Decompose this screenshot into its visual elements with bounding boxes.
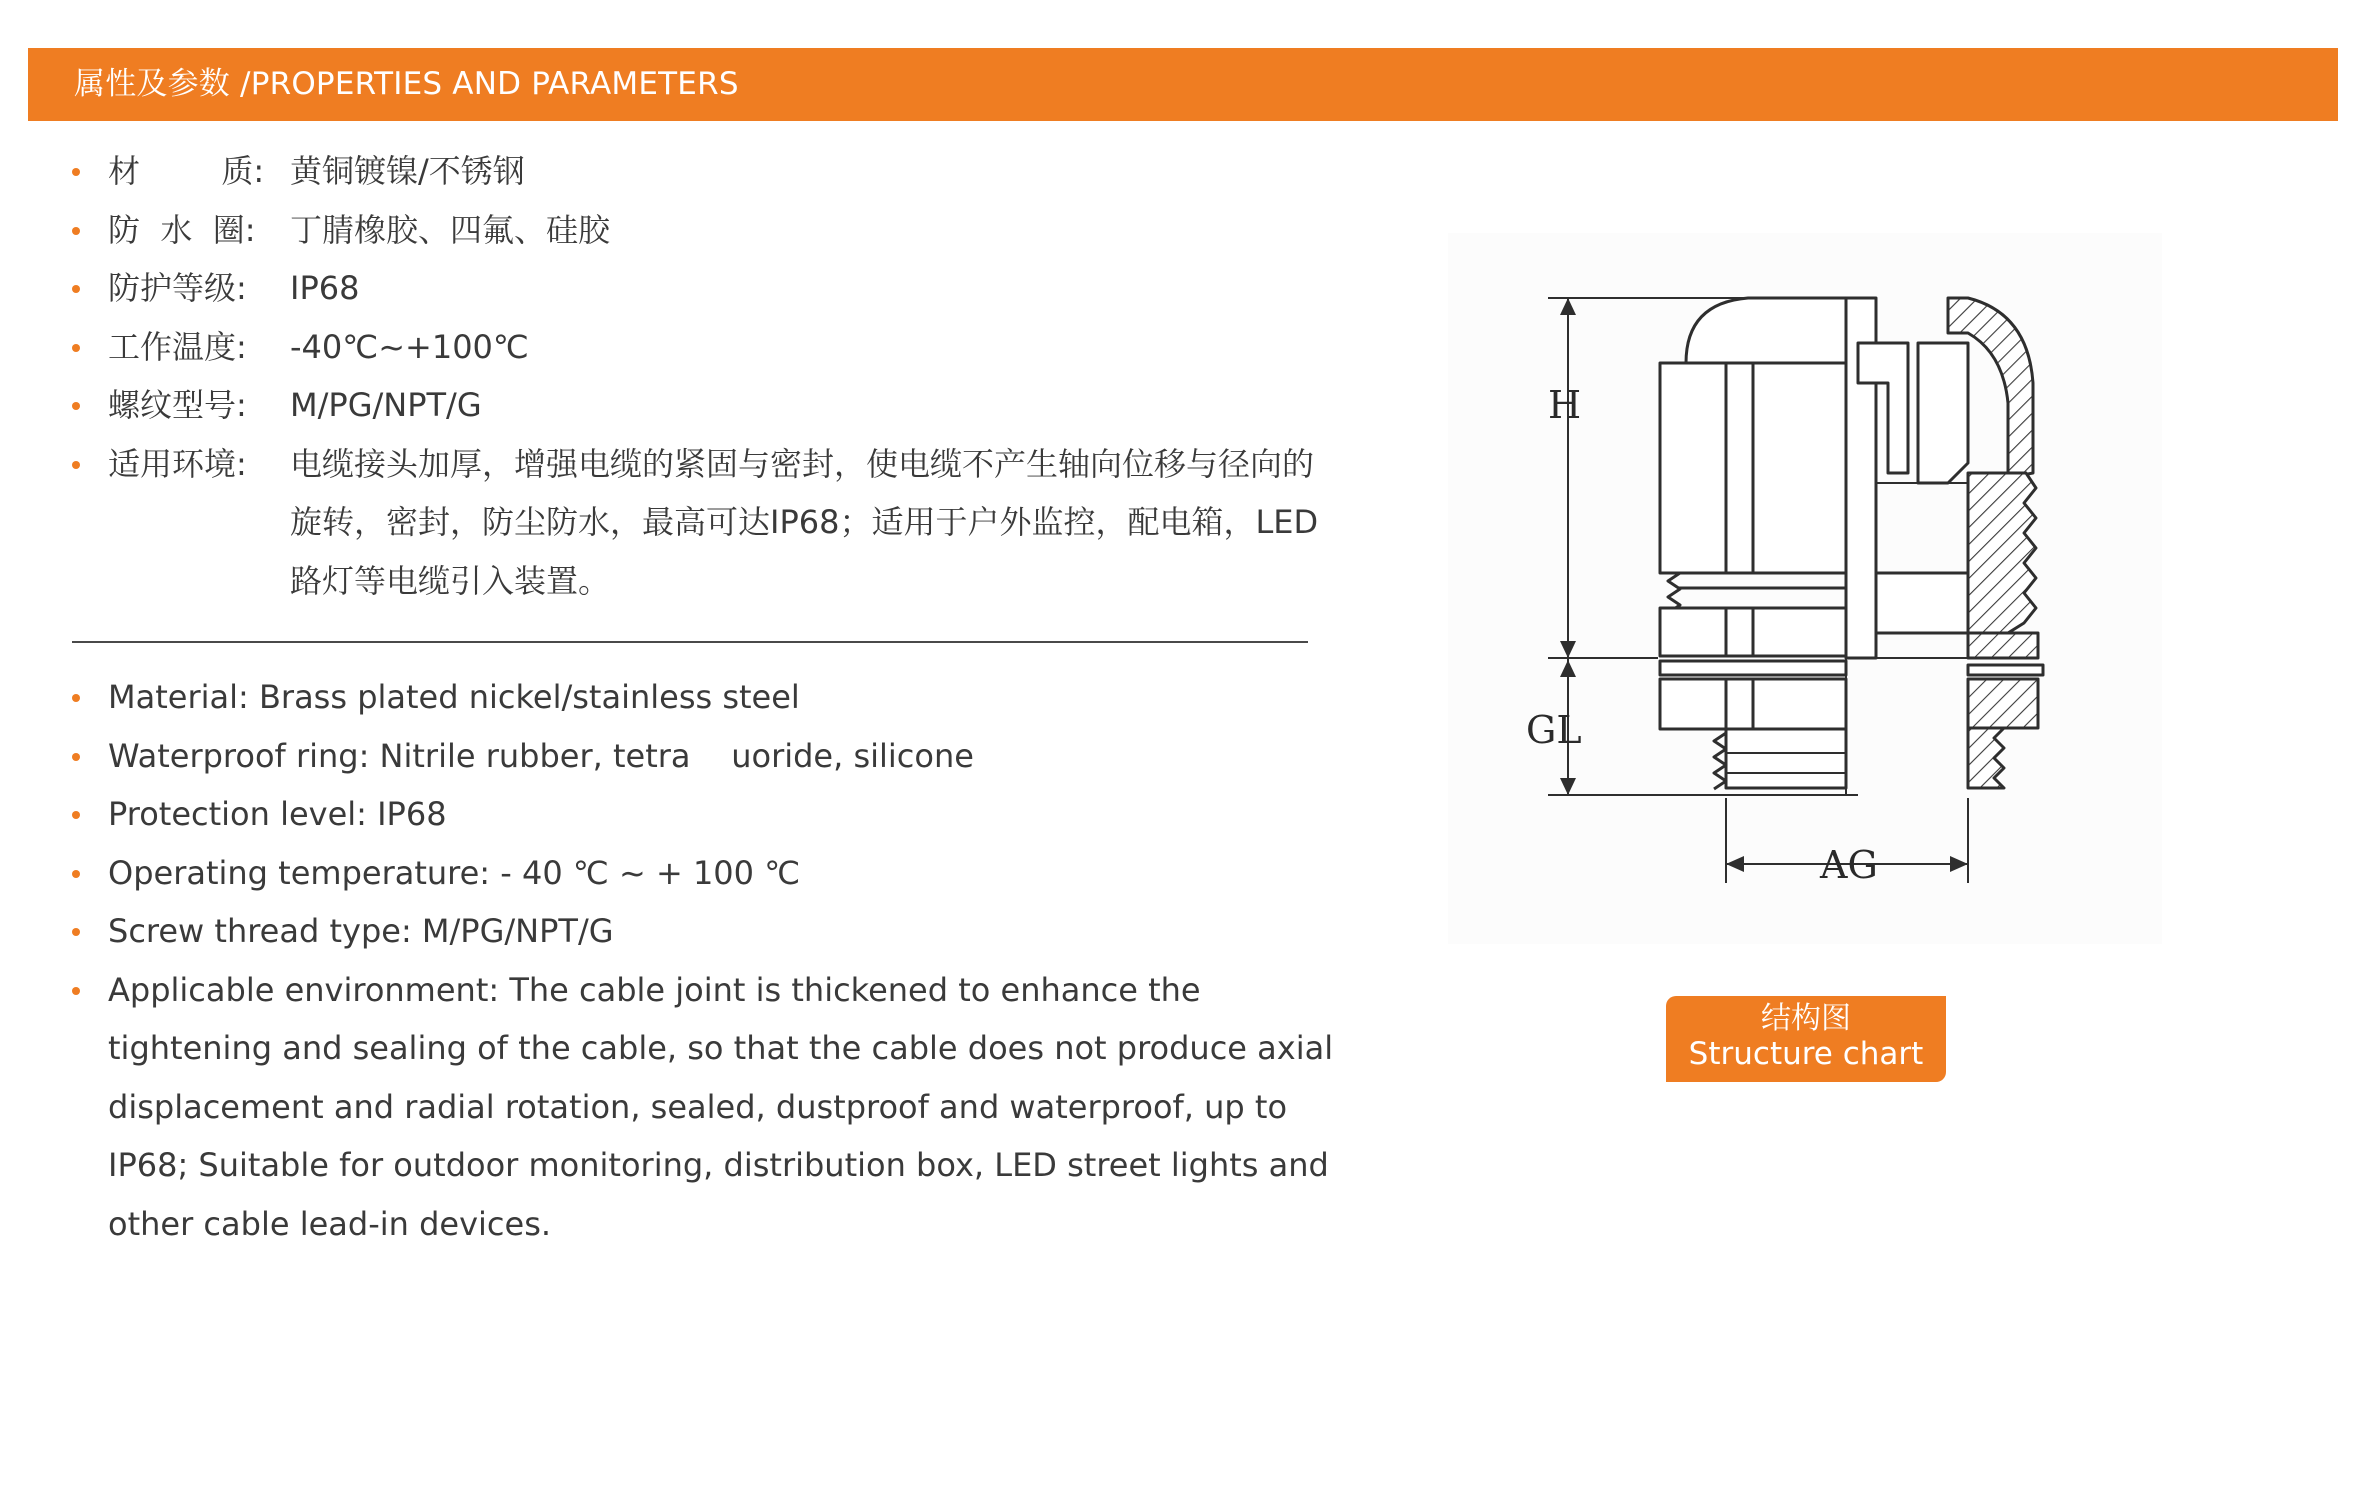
property-item-temperature-en <box>72 844 1332 903</box>
property-value: M/PG/NPT/G <box>290 386 482 424</box>
section-divider <box>72 641 1308 643</box>
property-item-environment <box>72 435 1322 611</box>
section-header-bar <box>28 48 2338 121</box>
property-label: 工作温度: <box>108 327 247 366</box>
section-title: 属性及参数 /PROPERTIES AND PARAMETERS <box>74 66 739 102</box>
property-item-protection <box>72 259 1322 318</box>
bullet-icon <box>72 694 80 702</box>
property-value: 电缆接头加厚，增强电缆的紧固与密封，使电缆不产生轴向位移与径向的旋转，密封，防尘防水，最高可达IP68；适用于户外监控，配电箱，LED路灯等电缆引入装置。 <box>290 444 1319 600</box>
dimension-h-label: H <box>1548 383 1582 427</box>
bullet-icon <box>72 461 80 469</box>
property-value: -40℃~+100℃ <box>290 327 529 366</box>
property-item-environment-en <box>72 961 1332 1254</box>
property-text: Operating temperature: - 40 ℃ ~ + 100 ℃ <box>108 853 801 892</box>
bullet-icon <box>72 753 80 761</box>
property-item-seal-ring-en <box>72 727 1332 786</box>
property-item-thread-en <box>72 902 1332 961</box>
bullet-icon <box>72 285 80 293</box>
structure-chart-caption <box>1666 996 1946 1082</box>
property-value: 黄铜镀镍/不锈钢 <box>290 152 525 190</box>
property-text: Protection level: IP68 <box>108 795 447 833</box>
property-item-seal-ring <box>72 201 1322 260</box>
property-text: Screw thread type: M/PG/NPT/G <box>108 912 614 950</box>
property-item-material-en <box>72 668 1332 727</box>
property-label: 材 质: <box>108 152 265 190</box>
property-text: Waterproof ring: Nitrile rubber, tetra uoride, silicone <box>108 736 974 775</box>
bullet-icon <box>72 227 80 235</box>
bullet-icon <box>72 344 80 352</box>
bullet-icon <box>72 987 80 995</box>
property-text: Material: Brass plated nickel/stainless steel <box>108 678 800 716</box>
properties-list-cn <box>72 142 1322 610</box>
dimension-ag-label: AG <box>1820 843 1878 887</box>
property-value: 丁腈橡胶、四氟、硅胶 <box>290 210 611 249</box>
cable-gland-structure-diagram <box>1448 233 2162 944</box>
property-value: IP68 <box>290 269 360 307</box>
property-label: 防护等级: <box>108 269 247 307</box>
property-label: 防 水 圈: <box>108 210 256 249</box>
property-text: Applicable environment: The cable joint is thickened to enhance the tightening and sealing of the cable, so that the cable does not produce axial displacement and radial rotation, sealed, dustproof and waterproof, up to IP68; Suitable for outdoor monitoring, distribution box, LED street lights and other cable lead-in devices. <box>108 970 1334 1243</box>
bullet-icon <box>72 928 80 936</box>
property-item-thread <box>72 376 1322 435</box>
properties-list-en <box>72 668 1332 1253</box>
caption-en: Structure chart <box>1688 1036 1924 1072</box>
property-label: 螺纹型号: <box>108 386 247 424</box>
dimension-gl-label: GL <box>1526 708 1582 752</box>
property-item-material <box>72 142 1322 201</box>
bullet-icon <box>72 870 80 878</box>
property-item-protection-en <box>72 785 1332 844</box>
bullet-icon <box>72 402 80 410</box>
bullet-icon <box>72 811 80 819</box>
property-item-temperature <box>72 318 1322 377</box>
caption-cn: 结构图 <box>1761 1001 1851 1036</box>
bullet-icon <box>72 168 80 176</box>
property-label: 适用环境: <box>108 444 247 483</box>
